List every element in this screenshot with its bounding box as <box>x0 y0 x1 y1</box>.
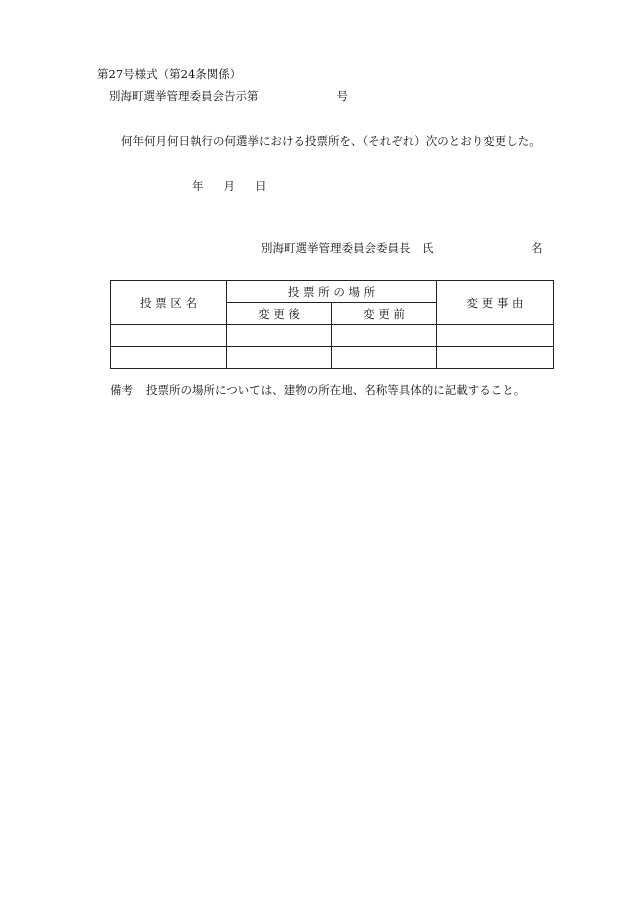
header-location: 投 票 所 の 場 所 <box>227 281 437 303</box>
date-year: 年 <box>192 179 204 193</box>
notice-prefix: 別海町選挙管理委員会告示第 <box>109 89 259 103</box>
cell-reason <box>437 347 554 369</box>
remarks <box>110 382 525 398</box>
remarks-text: 投票所の場所については、建物の所在地、名称等具体的に記載すること。 <box>146 383 526 397</box>
header-district: 投 票 区 名 <box>111 281 227 325</box>
table-row <box>111 347 554 369</box>
change-table <box>110 280 554 369</box>
cell-before <box>332 347 437 369</box>
header-after: 変 更 後 <box>227 303 332 325</box>
header-reason: 変 更 事 由 <box>437 281 554 325</box>
body-text: 何年何月何日執行の何選挙における投票所を、（それぞれ）次のとおり変更した。 <box>121 134 541 148</box>
cell-before <box>332 325 437 347</box>
header-before: 変 更 前 <box>332 303 437 325</box>
notice-title <box>109 88 348 104</box>
signature-title: 別海町選挙管理委員会委員長 氏 <box>261 241 434 255</box>
date-month: 月 <box>223 179 235 193</box>
cell-district <box>111 347 227 369</box>
cell-after <box>227 325 332 347</box>
remarks-label: 備考 <box>110 383 133 397</box>
cell-reason <box>437 325 554 347</box>
notice-suffix: 号 <box>336 89 348 103</box>
date-day: 日 <box>255 179 267 193</box>
cell-after <box>227 347 332 369</box>
table-row <box>111 325 554 347</box>
signature-name-suffix: 名 <box>531 241 543 255</box>
date-line <box>192 178 267 194</box>
form-number: 第27号様式（第24条関係） <box>97 67 242 81</box>
cell-district <box>111 325 227 347</box>
